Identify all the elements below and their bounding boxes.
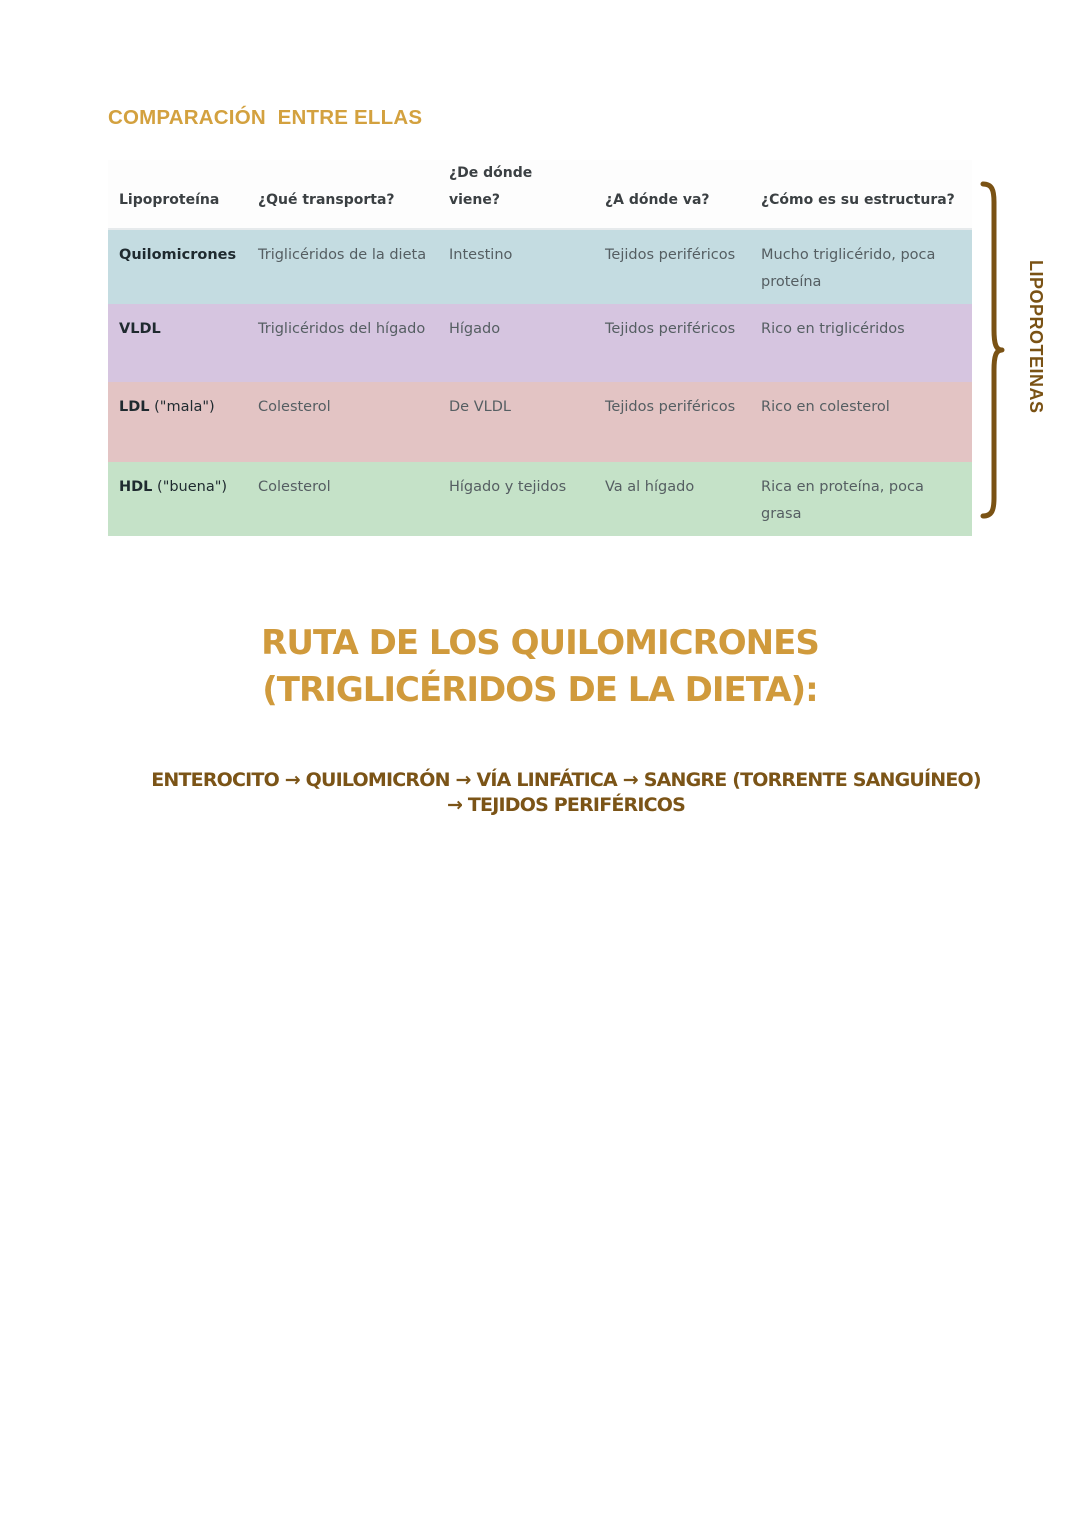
lipoprotein-comparison-table-wrap	[108, 160, 972, 536]
lipoprotein-comparison-table	[108, 160, 972, 536]
cell-origin: Hígado y tejidos	[438, 462, 594, 536]
table-header-row	[108, 160, 972, 229]
cell-origin: De VLDL	[438, 382, 594, 462]
cell-destination: Tejidos periféricos	[594, 382, 750, 462]
table-row	[108, 382, 972, 462]
curly-brace-icon	[978, 180, 1008, 520]
header-de-donde-viene: ¿De dónde viene?	[438, 160, 594, 229]
lipoproteinas-side-label: LIPOPROTEINAS	[1026, 260, 1046, 414]
cell-destination: Tejidos periféricos	[594, 229, 750, 304]
cell-structure: Rica en proteína, poca grasa	[750, 462, 972, 536]
route-title-line1: RUTA DE LOS QUILOMICRONES	[261, 623, 819, 663]
route-path-line2: → TEJIDOS PERIFÉRICOS	[446, 794, 686, 816]
route-title	[0, 620, 1080, 714]
section-heading: COMPARACIÓN ENTRE ELLAS	[108, 106, 423, 129]
header-estructura: ¿Cómo es su estructura?	[750, 160, 972, 229]
cell-name: HDL ("buena")	[108, 462, 247, 536]
cell-destination: Tejidos periféricos	[594, 304, 750, 382]
cell-destination: Va al hígado	[594, 462, 750, 536]
cell-structure: Rico en triglicéridos	[750, 304, 972, 382]
cell-transports: Colesterol	[247, 462, 438, 536]
cell-transports: Colesterol	[247, 382, 438, 462]
cell-structure: Mucho triglicérido, poca proteína	[750, 229, 972, 304]
cell-structure: Rico en colesterol	[750, 382, 972, 462]
table-row	[108, 462, 972, 536]
cell-transports: Triglicéridos del hígado	[247, 304, 438, 382]
table-row	[108, 304, 972, 382]
cell-name: Quilomicrones	[108, 229, 247, 304]
route-title-line2: (TRIGLICÉRIDOS DE LA DIETA):	[262, 670, 818, 710]
cell-origin: Intestino	[438, 229, 594, 304]
cell-name: VLDL	[108, 304, 247, 382]
cell-origin: Hígado	[438, 304, 594, 382]
route-path-line1: ENTEROCITO → QUILOMICRÓN → VÍA LINFÁTICA → SANGRE (TORRENTE SANGUÍNEO)	[151, 769, 981, 791]
route-path	[0, 768, 1080, 818]
header-a-donde-va: ¿A dónde va?	[594, 160, 750, 229]
table-row	[108, 229, 972, 304]
cell-transports: Triglicéridos de la dieta	[247, 229, 438, 304]
cell-name: LDL ("mala")	[108, 382, 247, 462]
header-lipoproteina: Lipoproteína	[108, 160, 247, 229]
header-que-transporta: ¿Qué transporta?	[247, 160, 438, 229]
